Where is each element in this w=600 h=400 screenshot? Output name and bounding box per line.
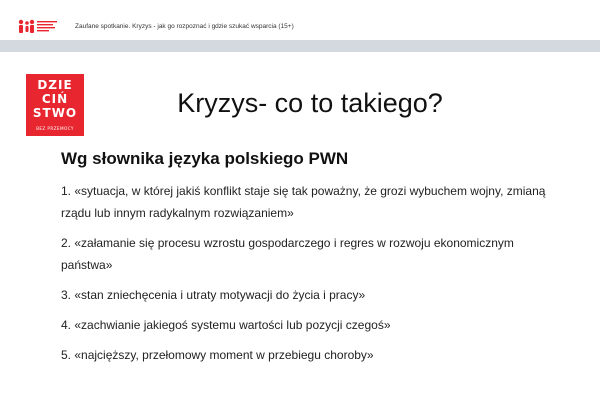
header-divider [0,40,600,52]
page-title: Zaufane spotkanie. Kryzys - jak go rozpoznać i gdzie szukać wsparcia (15+) [75,23,294,30]
slide-subtitle: Wg słownika języka polskiego PWN [61,149,349,168]
slide-title: Kryzys- co to takiego? [177,88,443,118]
definition-item: 3. «stan zniechęcenia i utraty motywacji do życia i pracy» [61,288,366,302]
slide [0,52,600,400]
definition-item: 1. «sytuacja, w której jakiś konflikt staje się tak poważny, że grozi wybuchem wojny, zmianą rządu lub innym radykalnym rozwiązaniem» [61,184,546,220]
family-logo-icon [16,18,62,36]
brand-logo-line-3: STWO [32,106,78,120]
brand-logo-line-2: CIŃ [41,92,69,106]
definition-list [61,180,561,374]
brand-logo-line-1: DZIE [37,78,73,92]
brand-logo-tagline: BEZ PRZEMOCY [36,126,74,131]
top-bar [0,0,600,40]
definition-item: 4. «zachwianie jakiegoś systemu wartości lub pozycji czegoś» [61,318,391,332]
definition-item: 5. «najcięższy, przełomowy moment w przebiegu choroby» [61,348,374,362]
definition-item: 2. «załamanie się procesu wzrostu gospodarczego i regres w rozwoju ekonomicznym państwa» [61,236,514,272]
brand-logo [26,74,84,136]
